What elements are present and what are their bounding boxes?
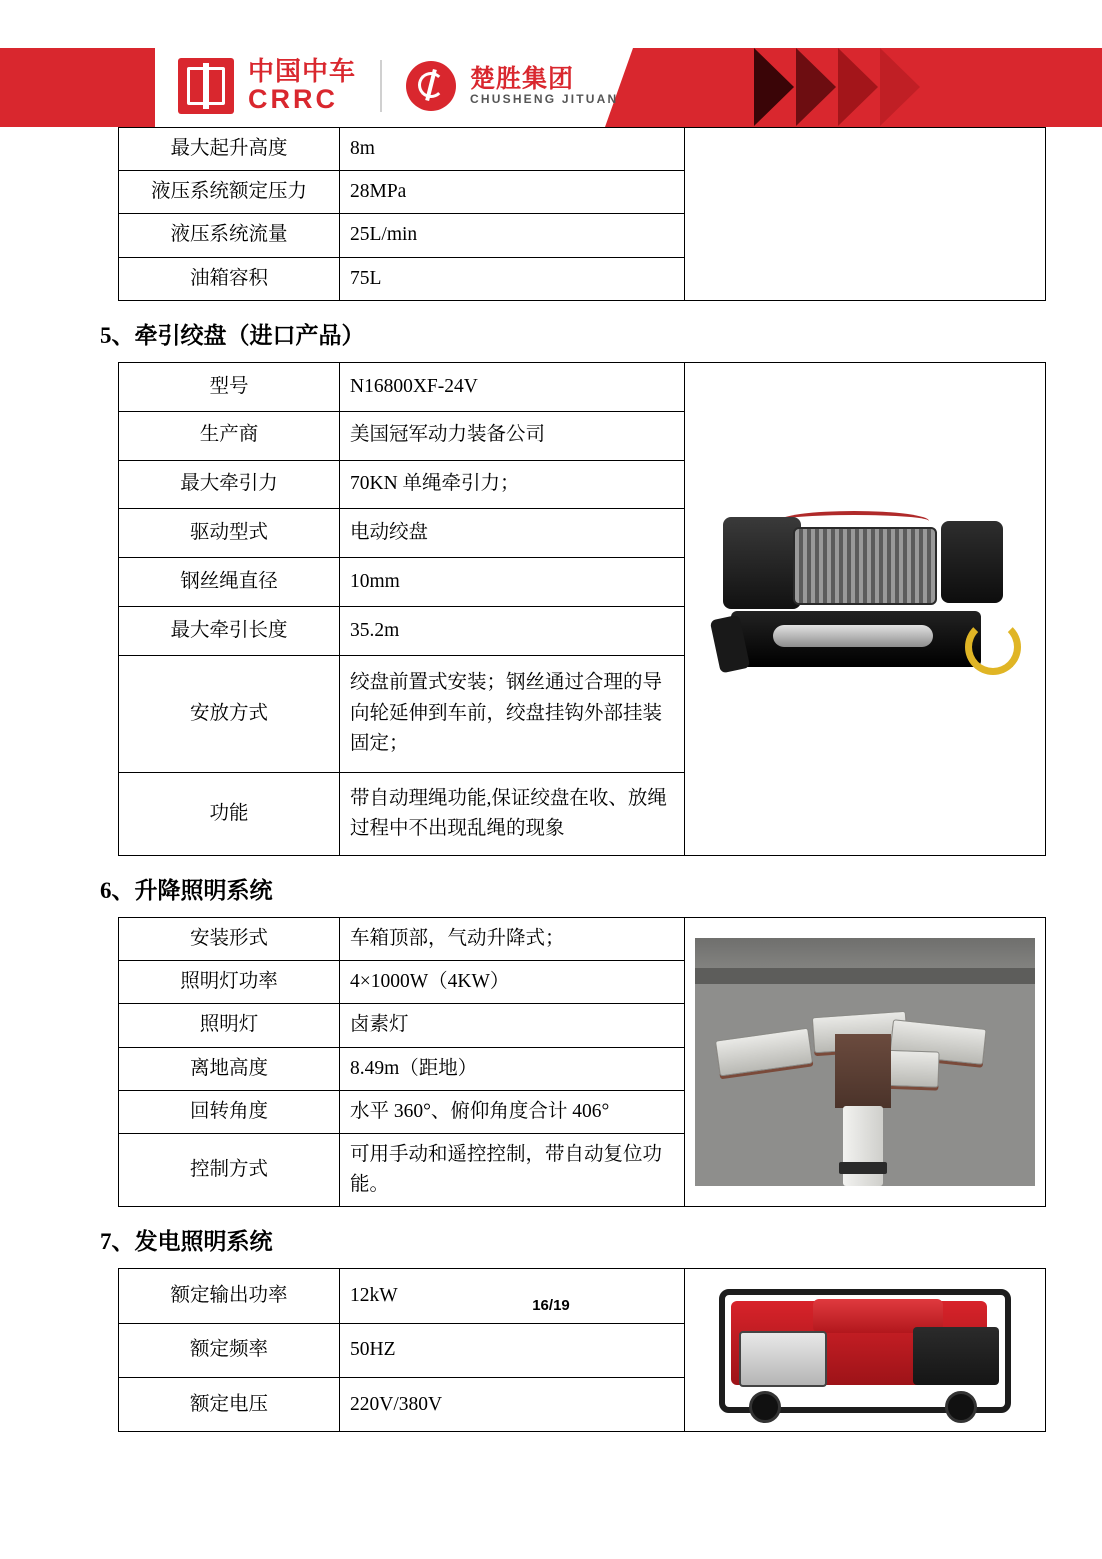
chusheng-brand-cn: 楚胜集团 [470,64,575,93]
section-heading-7: 7、发电照明系统 [100,1229,273,1255]
hydraulic-spec-table [118,127,1046,301]
light-tower-spec-table [118,917,1046,1208]
table-row [119,1269,1046,1323]
winch-drum [793,527,937,605]
winch-spec-table [118,362,1046,856]
row-label: 回转角度 [119,1090,340,1133]
table-row [119,917,1046,960]
row-label: 型号 [119,362,340,411]
row-value: 8m [340,128,685,171]
row-value: 可用手动和遥控控制，带自动复位功能。 [340,1133,685,1206]
generator-wheel [945,1391,977,1423]
light-tower-head [835,1034,891,1108]
light-tower-image-cell [685,917,1046,1207]
row-label: 额定电压 [119,1378,340,1432]
chevron-icon [880,48,920,126]
row-value: N16800XF-24V [340,362,685,411]
generator-spec-table [118,1268,1046,1432]
chusheng-logo-text [470,66,618,107]
row-label: 功能 [119,772,340,855]
row-value: 电动绞盘 [340,509,685,558]
row-value: 水平 360°、俯仰角度合计 406° [340,1090,685,1133]
generator-wheel [749,1391,781,1423]
chevron-icon [838,48,878,126]
table-row [119,128,1046,171]
row-label: 最大牵引长度 [119,606,340,655]
chusheng-logo-icon [406,61,456,111]
row-label: 额定输出功率 [119,1269,340,1323]
generator-image-cell [685,1269,1046,1432]
light-tower-mast [843,1106,883,1186]
row-value: 28MPa [340,171,685,214]
crrc-logo-text [248,58,356,114]
row-label: 最大起升高度 [119,128,340,171]
row-value: 25L/min [340,214,685,257]
winch-gearbox [941,521,1003,603]
page-header [0,0,1102,127]
row-value: 10mm [340,558,685,607]
row-label: 照明灯 [119,1004,340,1047]
row-label: 额定频率 [119,1323,340,1377]
row-label: 驱动型式 [119,509,340,558]
row-value: 75L [340,257,685,300]
row-label: 液压系统流量 [119,214,340,257]
section-heading-5: 5、牵引绞盘（进口产品） [100,322,365,348]
chevron-icon [796,48,836,126]
row-value: 美国冠军动力装备公司 [340,411,685,460]
page-footer [0,1297,1102,1314]
row-label: 控制方式 [119,1133,340,1206]
chusheng-brand-en: CHUSHENG JITUAN [470,92,619,107]
row-value: 220V/380V [340,1378,685,1432]
row-value: 车箱顶部，气动升降式； [340,917,685,960]
row-value: 12kW [340,1269,685,1323]
document-content [100,127,984,1432]
logo-divider [380,60,382,112]
winch-illustration [723,499,1003,699]
row-label: 照明灯功率 [119,961,340,1004]
row-value: 8.49m（距地） [340,1047,685,1090]
winch-image-cell [685,362,1046,855]
row-label: 安放方式 [119,655,340,772]
row-label: 安装形式 [119,917,340,960]
crrc-logo-icon [178,58,234,114]
section-heading-6: 6、升降照明系统 [100,877,273,903]
table-row [119,362,1046,411]
generator-control-panel [739,1331,827,1387]
row-value: 35.2m [340,606,685,655]
row-value: 带自动理绳功能,保证绞盘在收、放绳过程中不出现乱绳的现象 [340,772,685,855]
crrc-brand-cn: 中国中车 [248,56,357,87]
winch-motor [723,517,801,609]
winch-photo [695,369,1035,849]
light-tower-photo [695,938,1035,1186]
light-tower-collar [839,1162,887,1174]
row-label: 最大牵引力 [119,460,340,509]
row-value: 绞盘前置式安装；钢丝通过合理的导向轮延伸到车前，绞盘挂钩外部挂装固定； [340,655,685,772]
row-value: 卤素灯 [340,1004,685,1047]
ceiling-beam [695,968,1035,984]
row-label: 生产商 [119,411,340,460]
logo-row [178,58,618,114]
row-label: 油箱容积 [119,257,340,300]
winch-hook [965,619,1021,675]
chevron-icon [754,48,794,126]
crrc-brand-en: CRRC [248,84,338,115]
winch-roller [773,625,933,647]
row-label: 钢丝绳直径 [119,558,340,607]
empty-image-cell [685,128,1046,301]
row-value: 50HZ [340,1323,685,1377]
header-chevron-decoration [754,48,1024,127]
floodlight-lamp [715,1028,813,1077]
generator-engine [913,1327,999,1385]
row-label: 离地高度 [119,1047,340,1090]
row-label: 液压系统额定压力 [119,171,340,214]
page-number: 16/19 [532,1297,570,1315]
row-value: 4×1000W（4KW） [340,961,685,1004]
row-value: 70KN 单绳牵引力； [340,460,685,509]
document-page [0,127,1102,1432]
